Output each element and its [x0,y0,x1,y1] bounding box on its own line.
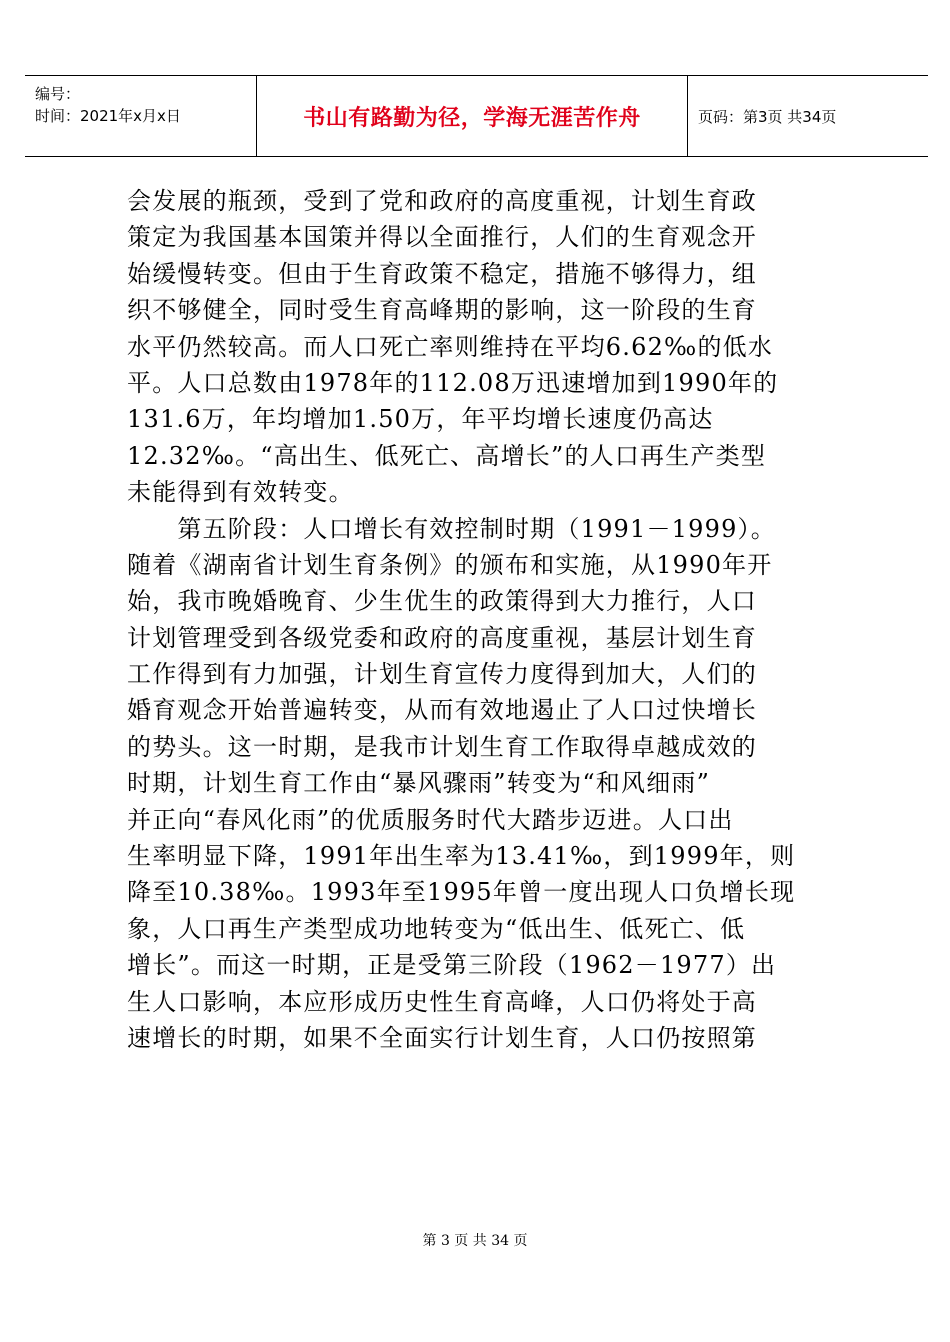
document-header [25,75,928,157]
text-line: 策定为我国基本国策并得以全面推行，人们的生育观念开 [127,223,757,252]
text-line: 织不够健全，同时受生育高峰期的影响，这一阶段的生育 [127,296,757,325]
text-line: 会发展的瓶颈，受到了党和政府的高度重视，计划生育政 [127,187,757,215]
text-line: 降至10.38‰。1993年至1995年曾一度出现人口负增长现 [127,878,796,907]
text-line: 始，我市晚婚晚育、少生优生的政策得到大力推行，人口 [127,587,757,616]
text-line: 计划管理受到各级党委和政府的高度重视，基层计划生育 [127,623,757,652]
text-line: 生人口影响，本应形成历史性生育高峰，人口仍将处于高 [127,987,757,1016]
text-line: 婚育观念开始普遍转变，从而有效地遏止了人口过快增长 [127,696,757,725]
header-page-code: 页码：第3页 共34页 [698,107,837,126]
text-line: 131.6万，年均增加1.50万，年平均增长速度仍高达 [127,405,714,434]
text-line: 并正向“春风化雨”的优质服务时代大踏步迈进。人口出 [127,805,734,834]
text-line: 随着《湖南省计划生育条例》的颁布和实施，从1990年开 [127,550,773,579]
header-page-cell [688,76,928,156]
header-motto-cell [257,76,688,156]
text-line: 始缓慢转变。但由于生育政策不稳定，措施不够得力，组 [127,259,757,288]
text-line: 增长”。而这一时期，正是受第三阶段（1962－1977）出 [127,951,777,980]
page-footer: 第 3 页 共 34 页 [422,1233,528,1249]
text-line: 的势头。这一时期，是我市计划生育工作取得卓越成效的 [127,732,757,761]
header-meta-cell [25,76,257,156]
text-line: 未能得到有效转变。 [127,478,354,507]
text-line: 时期，计划生育工作由“暴风骤雨”转变为“和风细雨” [127,769,711,798]
header-motto: 书山有路勤为径，学海无涯苦作舟 [303,105,641,131]
serial-number-label: 编号： [35,85,81,103]
text-line: 速增长的时期，如果不全面实行计划生育，人口仍按照第 [127,1023,757,1052]
text-line: 12.32‰。“高出生、低死亡、高增长”的人口再生产类型 [127,441,767,470]
document-body [127,183,827,1056]
text-line: 生率明显下降，1991年出生率为13.41‰，到1999年，则 [127,842,796,871]
date-label: 时间：2021年x月x日 [35,107,181,125]
text-line: 象，人口再生产类型成功地转变为“低出生、低死亡、低 [127,914,746,943]
text-line: 工作得到有力加强，计划生育宣传力度得到加大，人们的 [127,660,757,689]
text-line: 平。人口总数由1978年的112.08万迅速增加到1990年的 [127,368,779,397]
text-line: 第五阶段：人口增长有效控制时期（1991－1999）。 [127,514,776,543]
text-line: 水平仍然较高。而人口死亡率则维持在平均6.62‰的低水 [127,332,774,361]
